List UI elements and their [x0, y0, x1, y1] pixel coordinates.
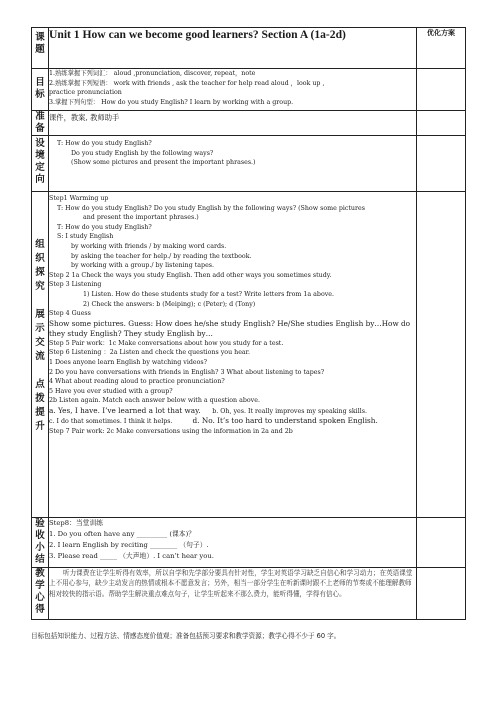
objectives-content	[49, 69, 417, 111]
label-char: 心	[35, 592, 45, 603]
objective-line: 2.熟练掌握下列短语： work with friends , ask the teacher for help read aloud ，look up ,	[49, 79, 325, 87]
reflection-content: 听力课费在让学生听得有效率，所以自学和先学部分要具有针对性，学生对英语学习缺乏自信心和学习动力；在英语课堂上不用心参与，缺少主动发言的热情或根本不愿意发言；另外，相当一部分学生在听新课时跟不上老师的节奏或不能理解教师相对较快的指示语。帮助学生解决重点难点句子，让学生听起来不那么费力，能听得懂，学得有信心。	[49, 568, 417, 620]
step1-title: Step1 Warming up	[49, 195, 109, 202]
step3-item: 1) Listen. How do these students study for a test? Write letters from 1a above.	[83, 290, 335, 298]
assessment-content	[49, 518, 417, 568]
objectives-label	[32, 69, 49, 111]
label-char: 究	[35, 281, 45, 292]
preparation-label	[32, 111, 49, 136]
label-char: 学	[35, 580, 45, 591]
step1-way: by working with a group./ by listening tapes.	[71, 262, 215, 270]
step1-teacher: T: How do you study English?	[57, 223, 152, 231]
step1-way: by working with friends / by making word cards.	[71, 242, 227, 250]
footer-note: 目标包括知识能力、过程方法、情感态度价值观；准备包括预习要求和教学资源；教学心得不少于 60 字。	[31, 632, 341, 640]
objective-line: practice pronunciation	[49, 89, 122, 97]
activities-row	[32, 192, 466, 518]
label-char: 定	[35, 162, 45, 173]
label-char: 境	[35, 150, 45, 161]
step4: Step 4 Guess	[49, 310, 91, 318]
step6-item: 1 Does anyone learn English by watching videos?	[49, 358, 207, 366]
step1-student: S: I study English	[57, 233, 114, 241]
optimization-cell	[417, 111, 466, 136]
assessment-line: 2. I learn English by reciting ________ （句子）.	[49, 541, 209, 549]
preparation-row	[32, 111, 466, 136]
match-a: a. Yes, I have. I’ve learned a lot that way.	[49, 405, 201, 415]
assessment-line: Step8：当堂训练	[49, 519, 104, 527]
label-char: 结	[35, 554, 45, 565]
title-label	[32, 28, 49, 69]
label-char: 验	[35, 518, 45, 529]
label-char: 拨	[35, 393, 45, 404]
scenario-row	[32, 136, 466, 192]
reflection-label	[32, 568, 49, 620]
guess-text: Show some pictures. Guess: How does he/she study English? He/She studies English by…How do they study English? They study English by…	[49, 318, 411, 338]
match-row	[49, 416, 416, 427]
scenario-line: T: How do you study English?	[57, 140, 152, 147]
reflection-row	[32, 568, 466, 620]
label-char: 点	[35, 379, 45, 390]
step5: Step 5 Pair work：1c Make conversations about how you study for a test.	[49, 339, 284, 347]
assessment-line: 1. Do you often have any _________ (课本)？	[49, 530, 196, 538]
step2: Step 2 1a Check the ways you study English. Then add other ways you sometimes study.	[49, 271, 332, 279]
preparation-content: 课件，教案, 教师助手	[49, 111, 417, 136]
step6-item: 5 Have you ever studied with a group?	[49, 387, 173, 395]
label-char: 升	[35, 421, 45, 432]
optimization-cell	[417, 568, 466, 620]
label-char: 备	[35, 123, 45, 134]
optimization-cell	[417, 518, 466, 568]
scenario-content	[49, 136, 417, 192]
step3: Step 3 Listening	[49, 281, 102, 289]
label-char: 小	[35, 542, 45, 553]
label-char: 目	[35, 77, 45, 88]
title-row	[32, 28, 466, 69]
label-char: 交	[35, 337, 45, 348]
label-char: 设	[35, 138, 45, 149]
label-char: 织	[35, 253, 45, 264]
step3-item: 2) Check the answers: b (Meiping); c (Peter); d (Tony)	[83, 300, 256, 308]
objective-line: 1.熟练掌握下列词汇： aloud ,pronunciation, discover, repeat，note	[49, 70, 256, 77]
label-char: 标	[35, 89, 45, 100]
match-c: c. I do that sometimes. I think it helps.	[49, 418, 173, 426]
scenario-label	[32, 136, 49, 192]
activities-label	[32, 192, 49, 518]
label-char: 教	[35, 568, 45, 579]
label-char: 展	[35, 309, 45, 320]
match-row	[49, 406, 416, 417]
scenario-line: Do you study English by the following ways?	[71, 149, 214, 157]
step1-question-cont: and present the important phrases.)	[83, 214, 199, 222]
label-char: 题	[35, 44, 45, 55]
label-char: 得	[35, 604, 45, 615]
optimization-cell	[417, 136, 466, 192]
step6-item: 2 Do you have conversations with friends in English? 3 What about listening to tapes?	[49, 368, 325, 376]
optimization-heading: 优化方案	[417, 28, 466, 69]
optimization-cell	[417, 192, 466, 518]
label-char: 提	[35, 407, 45, 418]
label-char: 探	[35, 267, 45, 278]
label-char: 组	[35, 239, 45, 250]
step6-item: 4 What about reading aloud to practice pronunciation?	[49, 378, 225, 386]
label-char: 流	[35, 351, 45, 362]
step1-question: T: How do you study English? Do you study English by the following ways? (Show some pictures	[57, 204, 365, 212]
assessment-line: 3. Please read _____ （大声地）. I can’t hear you.	[49, 552, 214, 560]
label-char: 收	[35, 530, 45, 541]
optimization-cell	[417, 69, 466, 111]
label-char: 课	[35, 32, 45, 43]
objectives-row	[32, 69, 466, 111]
label-char: 示	[35, 323, 45, 334]
step7: Step 7 Pair work: 2c Make conversations using the information in 2a and 2b	[49, 428, 293, 436]
step1-way: by asking the teacher for help./ by reading the textbook.	[71, 252, 252, 260]
activities-content	[49, 192, 417, 518]
label-char: 准	[35, 111, 45, 122]
step2b: 2b Listen again. Match each answer below with a question above.	[49, 397, 260, 405]
lesson-plan-table	[31, 27, 466, 620]
label-char: 向	[35, 174, 45, 185]
assessment-label	[32, 518, 49, 568]
lesson-title: Unit 1 How can we become good learners? Section A (1a-2d)	[49, 28, 417, 69]
match-d: d. No. It’s too hard to understand spoken English.	[192, 416, 378, 426]
match-b: b. Oh, yes. It really improves my speaking skills.	[212, 407, 367, 415]
assessment-row	[32, 518, 466, 568]
objective-line: 3.掌握下列句型： How do you study English? I learn by working with a group.	[49, 98, 294, 106]
scenario-line: (Show some pictures and present the important phrases.)	[71, 159, 256, 167]
step6: Step 6 Listening ：2a Listen and check the questions you hear.	[49, 349, 250, 357]
